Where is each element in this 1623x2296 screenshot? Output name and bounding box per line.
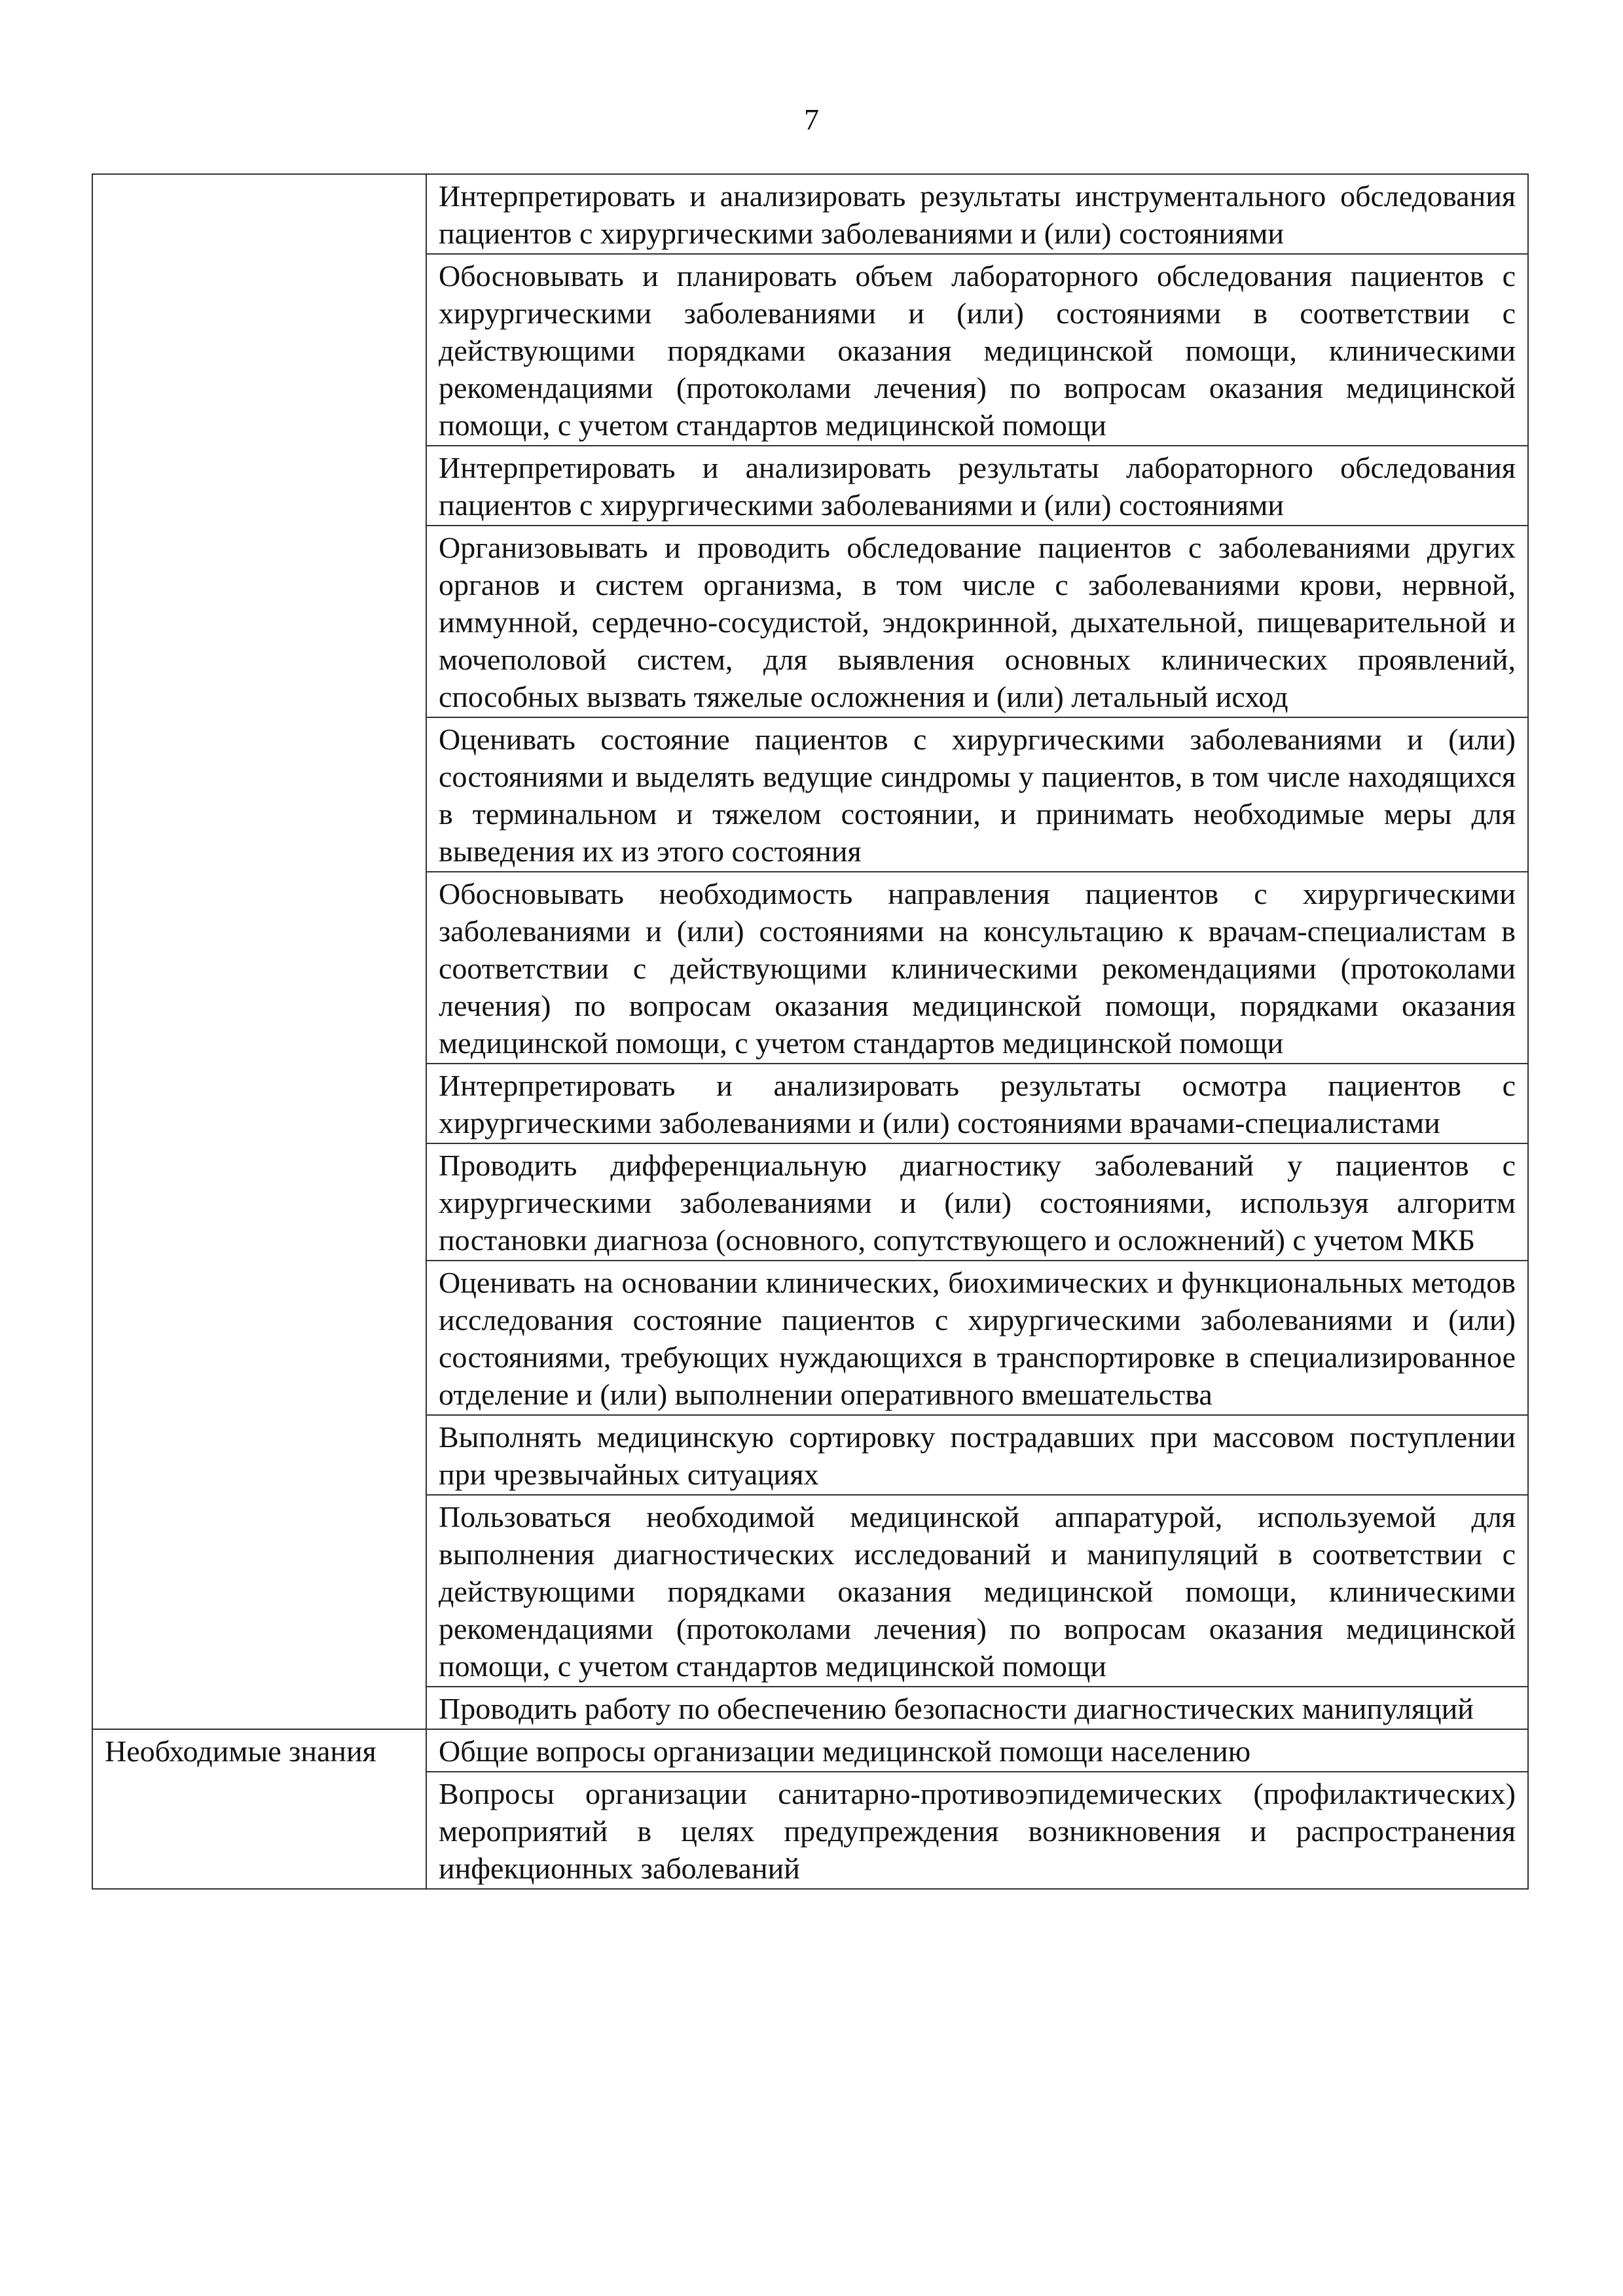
knowledge-item: Вопросы организации санитарно-противоэпидемических (профилактических) мероприятий в целях предупреждения возникновения и распространения инфекционных заболеваний [426,1772,1528,1889]
page-number: 7 [804,103,819,136]
skill-item: Интерпретировать и анализировать результаты лабораторного обследования пациентов с хирургическими заболеваниями и (или) состояниями [426,446,1528,526]
skill-item: Интерпретировать и анализировать результаты инструментального обследования пациентов с хирургическими заболеваниями и (или) состояниями [426,174,1528,254]
table-row [92,174,1528,254]
requirements-table [92,173,1529,1890]
skill-item: Проводить работу по обеспечению безопасности диагностических манипуляций [426,1687,1528,1729]
skill-item: Обосновывать необходимость направления пациентов с хирургическими заболеваниями и (или) состояниями на консультацию к врачам-специалистам в соответствии с действующими клиническими рекомендациями (протоколами лечения) по вопросам оказания медицинской помощи, порядками оказания медицинской помощи, с учетом стандартов медицинской помощи [426,872,1528,1064]
knowledge-item: Общие вопросы организации медицинской помощи населению [426,1729,1528,1772]
skill-item: Выполнять медицинскую сортировку пострадавших при массовом поступлении при чрезвычайных ситуациях [426,1415,1528,1495]
skill-item: Пользоваться необходимой медицинской аппаратурой, используемой для выполнения диагностических исследований и манипуляций в соответствии с действующими порядками оказания медицинской помощи, клиническими рекомендациями (протоколами лечения) по вопросам оказания медицинской помощи, с учетом стандартов медицинской помощи [426,1495,1528,1687]
skill-item: Организовывать и проводить обследование пациентов с заболеваниями других органов и систем организма, в том числе с заболеваниями крови, нервной, иммунной, сердечно-сосудистой, эндокринной, дыхательной, пищеварительной и мочеполовой систем, для выявления основных клинических проявлений, способных вызвать тяжелые осложнения и (или) летальный исход [426,526,1528,717]
skill-item: Оценивать на основании клинических, биохимических и функциональных методов исследования состояние пациентов с хирургическими заболеваниями и (или) состояниями, требующих нуждающихся в транспортировке в специализированное отделение и (или) выполнении оперативного вмешательства [426,1261,1528,1415]
skill-item: Обосновывать и планировать объем лабораторного обследования пациентов с хирургическими заболеваниями и (или) состояниями в соответствии с действующими порядками оказания медицинской помощи, клиническими рекомендациями (протоколами лечения) по вопросам оказания медицинской помощи, с учетом стандартов медицинской помощи [426,254,1528,446]
skill-item: Оценивать состояние пациентов с хирургическими заболеваниями и (или) состояниями и выделять ведущие синдромы у пациентов, в том числе находящихся в терминальном и тяжелом состоянии, и принимать необходимые меры для выведения их из этого состояния [426,717,1528,872]
knowledge-label: Необходимые знания [92,1729,426,1889]
skill-item: Интерпретировать и анализировать результаты осмотра пациентов с хирургическими заболеваниями и (или) состояниями врачами-специалистами [426,1064,1528,1143]
skill-item: Проводить дифференциальную диагностику заболеваний у пациентов с хирургическими заболеваниями и (или) состояниями, используя алгоритм постановки диагноза (основного, сопутствующего и осложнений) с учетом МКБ [426,1143,1528,1261]
table-row [92,1729,1528,1772]
skills-label-cell [92,174,426,1729]
